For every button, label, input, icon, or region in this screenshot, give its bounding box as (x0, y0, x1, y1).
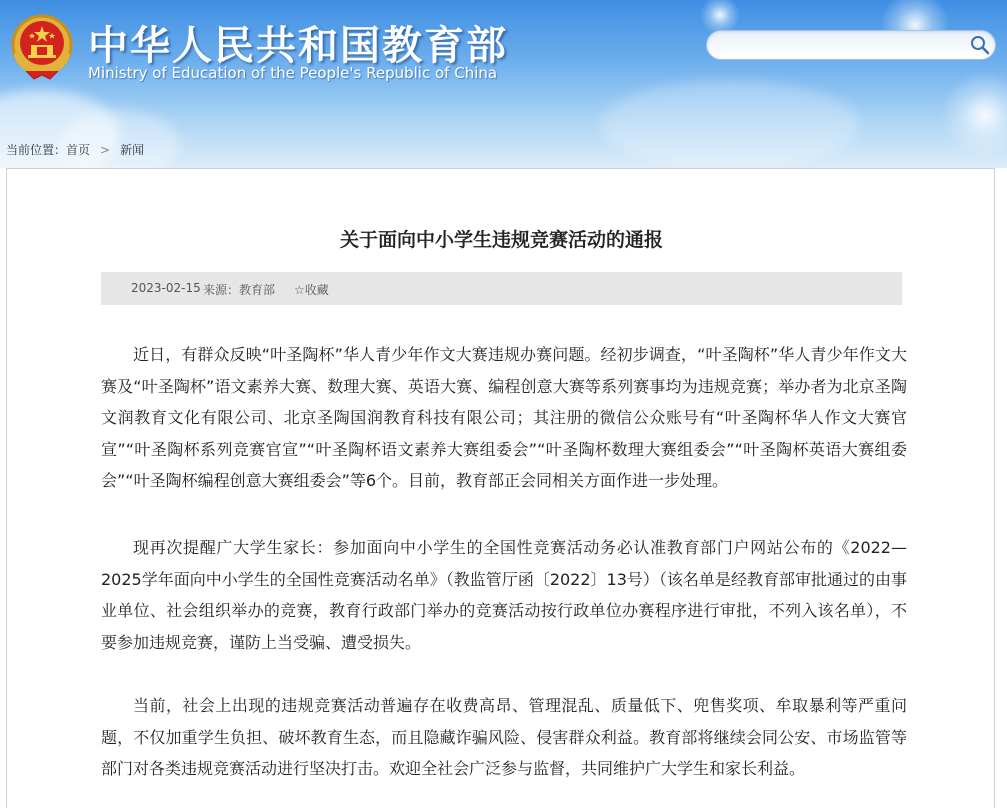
header-cloud (60, 110, 180, 168)
article-container (6, 168, 995, 808)
site-title: 中华人民共和国教育部 (88, 23, 508, 69)
search-box (706, 30, 996, 60)
breadcrumb-home-link[interactable]: 首页 (66, 143, 91, 157)
dandelion-decoration (940, 70, 1007, 160)
breadcrumb (6, 141, 144, 158)
article-source: 来源：教育部 (203, 283, 276, 297)
favorite-label: 收藏 (304, 283, 329, 297)
favorite-button[interactable] (294, 281, 329, 298)
article-paragraph: 近日，有群众反映“叶圣陶杯”华人青少年作文大赛违规办赛问题。经初步调查，“叶圣陶杯”华人青少年作文大赛及“叶圣陶杯”语文素养大赛、数理大赛、英语大赛、编程创意大赛等系列赛事均为违规竞赛；举办者为北京圣陶文润教育文化有限公司、北京圣陶国润教育科技有限公司；其注册的微信公众账号有“叶圣陶杯华人作文大赛官宣”“叶圣陶杯系列竞赛官宣”“叶圣陶杯语文素养大赛组委会”“叶圣陶杯数理大赛组委会”“叶圣陶杯英语大赛组委会”“叶圣陶杯编程创意大赛组委会”等6个。目前，教育部正会同相关方面作进一步处理。 (101, 345, 907, 490)
header-cloud (600, 80, 860, 168)
chevron-right-icon: > (100, 143, 111, 157)
article-paragraph: 当前，社会上出现的违规竞赛活动普遍存在收费高昂、管理混乱、质量低下、兜售奖项、牟取暴利等严重问题，不仅加重学生负担、破坏教育生态，而且隐藏诈骗风险、侵害群众利益。教育部将继续会同公安、市场监管等部门对各类违规竞赛活动进行坚决打击。欢迎全社会广泛参与监督，共同维护广大学生和家长利益。 (101, 696, 907, 778)
article-date: 2023-02-15 (131, 281, 201, 295)
breadcrumb-label: 当前位置： (6, 143, 67, 157)
star-icon: ☆ (294, 283, 305, 297)
breadcrumb-news-link[interactable]: 新闻 (120, 143, 145, 157)
national-emblem-icon[interactable] (10, 13, 74, 81)
search-icon[interactable] (969, 34, 991, 56)
article-meta-bar (101, 272, 902, 305)
search-input[interactable] (719, 35, 963, 57)
site-subtitle: Ministry of Education of the People's Republic of China (88, 64, 498, 82)
article-title: 关于面向中小学生违规竞赛活动的通报 (339, 229, 663, 251)
article-paragraph: 现再次提醒广大学生家长：参加面向中小学生的全国性竞赛活动务必认准教育部门户网站公布的《2022—2025学年面向中小学生的全国性竞赛活动名单》（教监管厅函〔2022〕13号）（该名单是经教育部审批通过的由事业单位、社会组织举办的竞赛，教育行政部门举办的竞赛活动按行政单位办赛程序进行审批，不列入该名单），不要参加违规竞赛，谨防上当受骗、遭受损失。 (101, 538, 907, 652)
site-header (0, 0, 1007, 168)
